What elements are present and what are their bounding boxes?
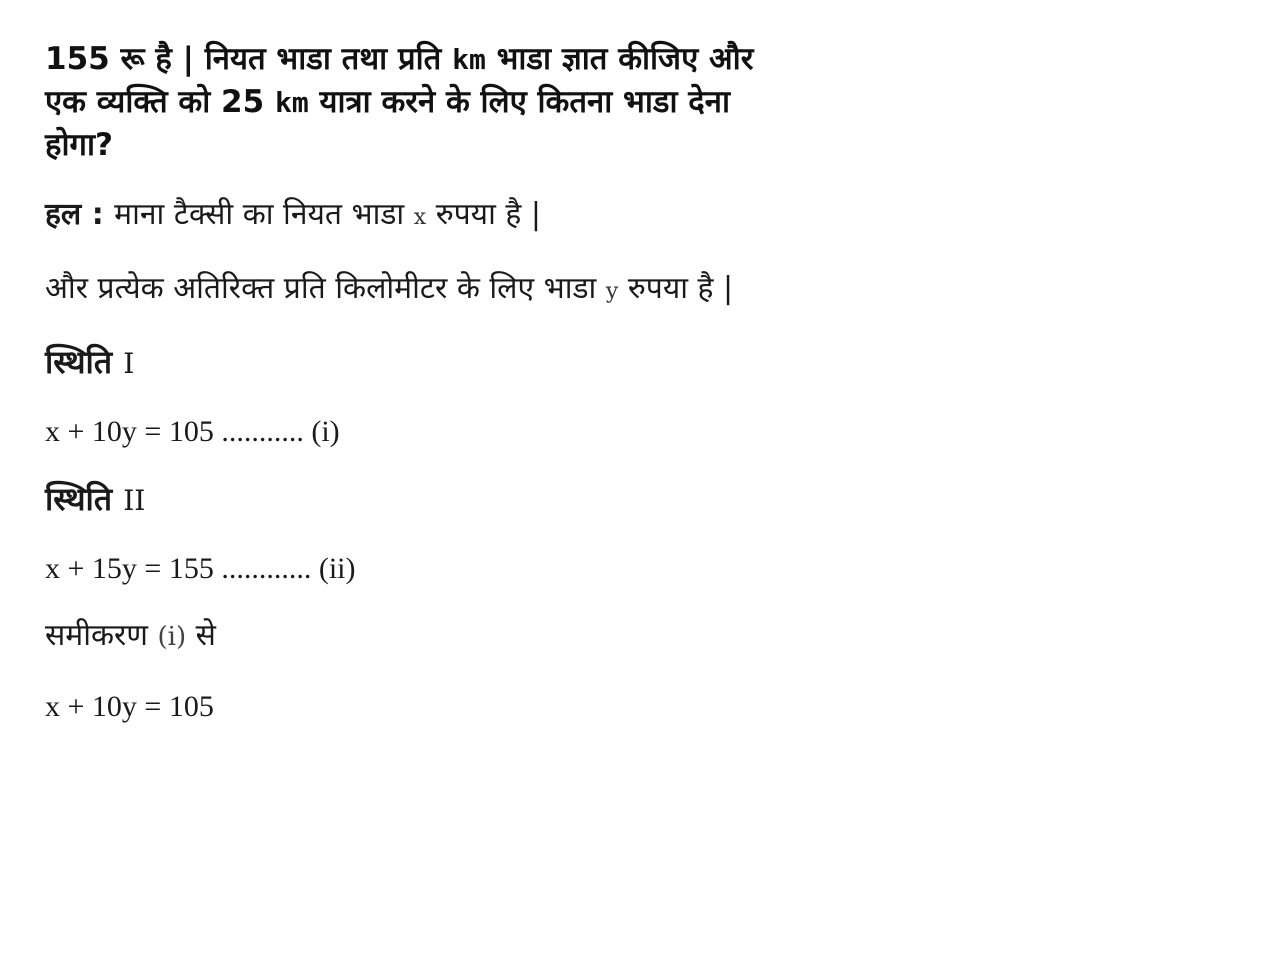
solution-intro xyxy=(45,195,541,238)
solution-text-a: माना टैक्सी का नियत भाडा xyxy=(114,197,414,232)
from-equation-text-b: से xyxy=(186,618,216,653)
assumption-text-b: रुपया है | xyxy=(618,271,734,306)
case-1-label: स्थिति xyxy=(45,343,113,381)
solution-colon: : xyxy=(81,197,115,232)
question-unit-km-1: km xyxy=(452,43,486,76)
question-text xyxy=(45,38,925,166)
equation-1: x + 10y = 105 ........... (i) xyxy=(45,415,340,448)
question-line3: होगा? xyxy=(45,127,113,163)
assumption-y xyxy=(45,269,733,312)
case-1-numeral: I xyxy=(123,347,135,380)
from-equation-line xyxy=(45,616,216,657)
variable-x: x xyxy=(413,205,427,230)
equation-3: x + 10y = 105 xyxy=(45,690,214,723)
equation-2: x + 15y = 155 ............ (ii) xyxy=(45,552,356,585)
variable-y: y xyxy=(605,279,619,304)
question-line2-b: यात्रा करने के लिए कितना भाडा देना xyxy=(308,84,730,120)
case-2-heading xyxy=(45,479,145,521)
equation-ref-i: (i) xyxy=(157,622,187,652)
case-2-numeral: II xyxy=(123,484,146,517)
question-unit-km-2: km xyxy=(275,86,309,119)
assumption-text-a: और प्रत्येक अतिरिक्त प्रति किलोमीटर के लिए भाडा xyxy=(45,271,606,306)
document-page xyxy=(45,38,925,723)
solution-text-b: रुपया है | xyxy=(426,197,541,232)
solution-label: हल xyxy=(45,197,82,232)
case-1-heading xyxy=(45,342,134,384)
question-line1-b: भाडा ज्ञात कीजिए और xyxy=(485,41,754,77)
case-2-label: स्थिति xyxy=(45,480,113,518)
from-equation-text-a: समीकरण xyxy=(45,618,158,653)
question-line2-a: एक व्यक्ति को 25 xyxy=(45,84,275,120)
question-line1-a: 155 रू है | नियत भाडा तथा प्रति xyxy=(45,41,453,77)
